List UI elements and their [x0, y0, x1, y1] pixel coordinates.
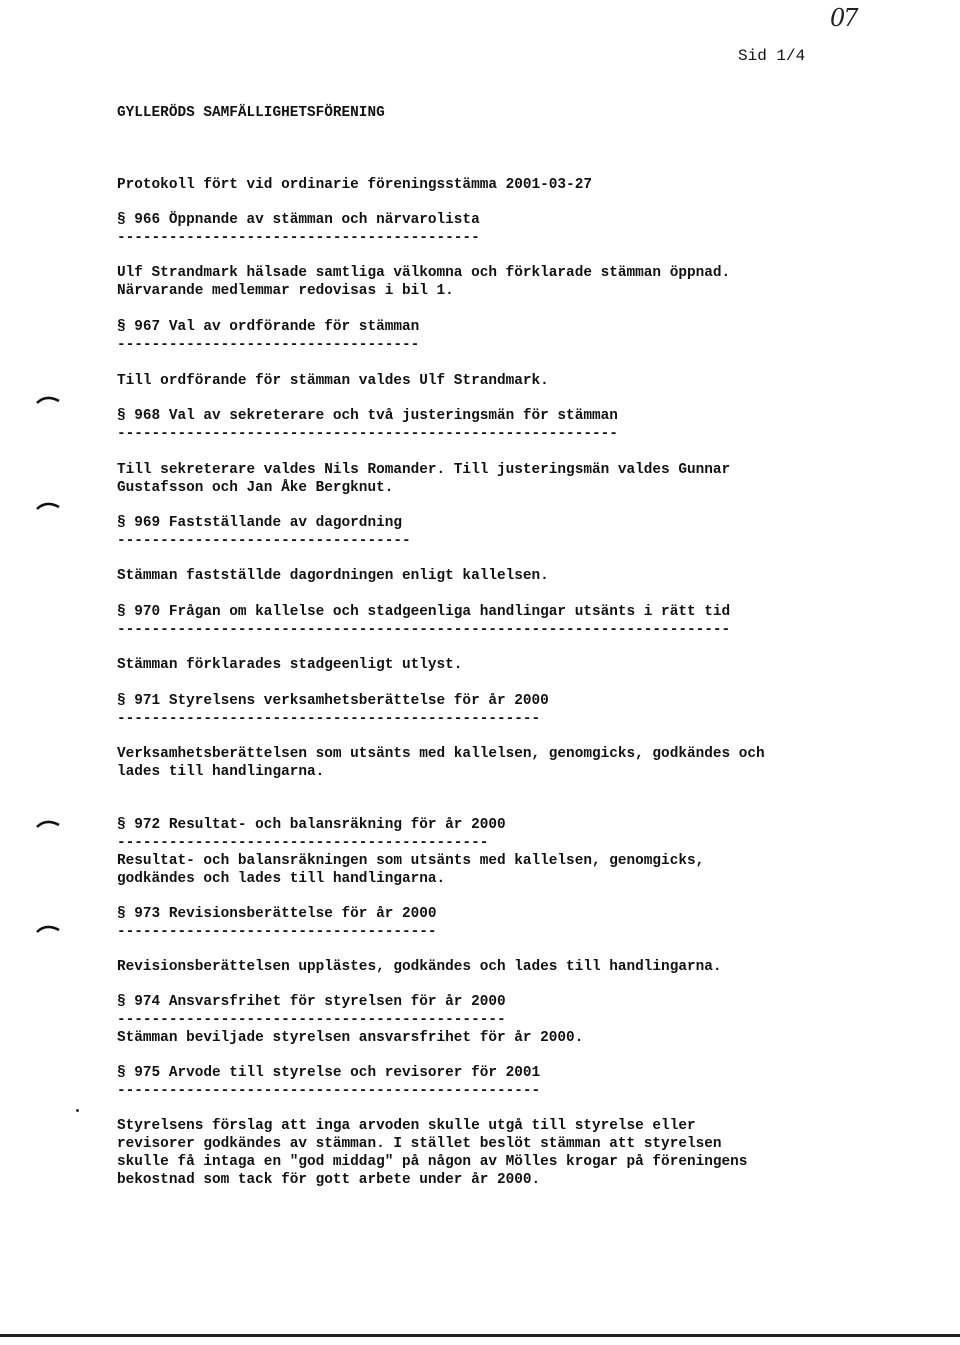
section-971-text: Verksamhetsberättelsen som utsänts med kallelsen, genomgicks, godkändes och	[117, 746, 765, 762]
section-974-text: Stämman beviljade styrelsen ansvarsfrihet för år 2000.	[117, 1030, 584, 1046]
section-967-text: Till ordförande för stämman valdes Ulf Strandmark.	[117, 373, 549, 389]
section-972-text: Resultat- och balansräkningen som utsänts med kallelsen, genomgicks,	[117, 853, 705, 869]
section-968-heading: § 968 Val av sekreterare och två justeringsmän för stämman	[117, 408, 618, 424]
section-971-heading: § 971 Styrelsens verksamhetsberättelse för år 2000	[117, 693, 549, 709]
margin-mark-icon	[36, 818, 60, 828]
section-975-text: Styrelsens förslag att inga arvoden skulle utgå till styrelse eller	[117, 1118, 696, 1134]
section-972-rule: -------------------------------------------	[117, 835, 489, 851]
scan-speck	[76, 1109, 79, 1112]
section-966-text: Ulf Strandmark hälsade samtliga välkomna och förklarade stämman öppnad.	[117, 265, 731, 281]
section-975-text: bekostnad som tack för gott arbete under år 2000.	[117, 1172, 541, 1188]
section-966-text: Närvarande medlemmar redovisas i bil 1.	[117, 283, 454, 299]
section-975-heading: § 975 Arvode till styrelse och revisorer för 2001	[117, 1065, 541, 1081]
margin-mark-icon	[36, 394, 60, 404]
section-974-heading: § 974 Ansvarsfrihet för styrelsen för år 2000	[117, 994, 506, 1010]
section-975-text: skulle få intaga en "god middag" på någon av Mölles krogar på föreningens	[117, 1154, 748, 1170]
section-970-text: Stämman förklarades stadgeenligt utlyst.	[117, 657, 463, 673]
section-973-text: Revisionsberättelsen upplästes, godkändes och lades till handlingarna.	[117, 959, 722, 975]
margin-mark-icon	[36, 923, 60, 933]
page-bottom-edge	[0, 1334, 960, 1337]
section-969-text: Stämman fastställde dagordningen enligt kallelsen.	[117, 568, 549, 584]
section-966-rule: ------------------------------------------	[117, 230, 480, 246]
protocol-intro: Protokoll fört vid ordinarie föreningsstämma 2001-03-27	[117, 177, 592, 193]
handwritten-annotation: 07	[830, 4, 857, 32]
section-973-rule: -------------------------------------	[117, 924, 437, 940]
section-970-rule: -----------------------------------------------------------------------	[117, 622, 731, 638]
section-968-rule: ----------------------------------------------------------	[117, 426, 618, 442]
section-969-heading: § 969 Fastställande av dagordning	[117, 515, 402, 531]
section-971-text: lades till handlingarna.	[117, 764, 325, 780]
section-972-text: godkändes och lades till handlingarna.	[117, 871, 446, 887]
section-975-rule: -------------------------------------------------	[117, 1083, 541, 1099]
section-969-rule: ----------------------------------	[117, 533, 411, 549]
section-973-heading: § 973 Revisionsberättelse för år 2000	[117, 906, 437, 922]
section-967-heading: § 967 Val av ordförande för stämman	[117, 319, 420, 335]
section-972-heading: § 972 Resultat- och balansräkning för år 2000	[117, 817, 506, 833]
margin-mark-icon	[36, 500, 60, 510]
section-966-heading: § 966 Öppnande av stämman och närvarolista	[117, 212, 480, 228]
section-970-heading: § 970 Frågan om kallelse och stadgeenliga handlingar utsänts i rätt tid	[117, 604, 731, 620]
section-975-text: revisorer godkändes av stämman. I stället beslöt stämman att styrelsen	[117, 1136, 722, 1152]
section-967-rule: -----------------------------------	[117, 337, 420, 353]
association-name: GYLLERÖDS SAMFÄLLIGHETSFÖRENING	[117, 105, 385, 121]
section-971-rule: -------------------------------------------------	[117, 711, 541, 727]
page-number: Sid 1/4	[738, 47, 806, 65]
section-968-text: Till sekreterare valdes Nils Romander. Till justeringsmän valdes Gunnar	[117, 462, 731, 478]
section-968-text: Gustafsson och Jan Åke Bergknut.	[117, 480, 394, 496]
section-974-rule: ---------------------------------------------	[117, 1012, 506, 1028]
